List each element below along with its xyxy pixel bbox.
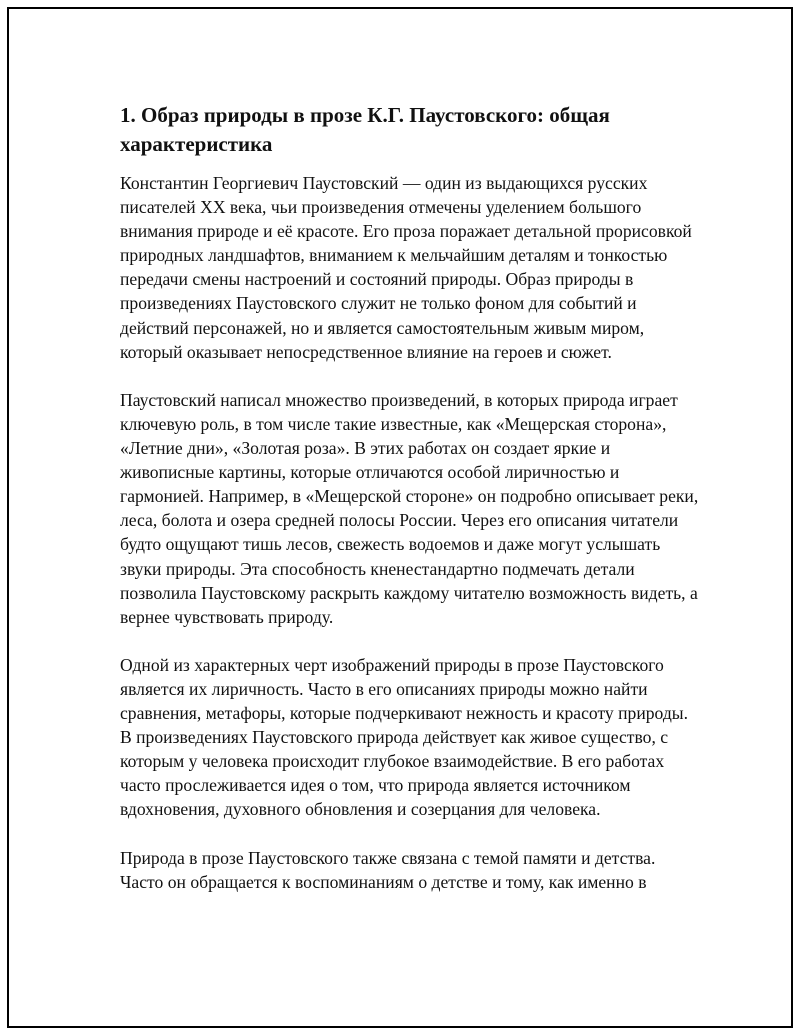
paragraph-4: Природа в прозе Паустовского также связана с темой памяти и детства. Часто он обращается к воспоминаниям о детстве и тому, как именно в (120, 847, 656, 892)
paragraph-1: Константин Георгиевич Паустовский — один из выдающихся русских писателей XX века, чьи произведения отмечены уделением большого внимания природе и её красоте. Его проза поражает детальной прорисовкой природных ландшафтов, вниманием к мельчайшим деталям и тонкостью передачи смены настроений и состояний природы. Образ природы в произведениях Паустовского служит не только фоном для событий и действий персонажей, но и является самостоятельным живым миром, который оказывает непосредственное влияние на героев и сюжет. (120, 173, 692, 362)
section-title: 1. Образ природы в прозе К.Г. Паустовского: общая характеристика (120, 103, 610, 156)
paragraph-3: Одной из характерных черт изображений природы в прозе Паустовского является их лиричность. Часто в его описаниях природы можно найти сравнения, метафоры, которые подчеркивают нежность и красоту природы. В произведениях Паустовского природа действует как живое существо, с которым у человека происходит глубокое взаимодействие. В его работах часто прослеживается идея о том, что природа является источником вдохновения, духовного обновления и созерцания для человека. (120, 654, 689, 820)
document-body (120, 101, 700, 918)
paragraph-2: Паустовский написал множество произведений, в которых природа играет ключевую роль, в том числе такие известные, как «Мещерская сторона», «Летние дни», «Золотая роза». В этих работах он создает яркие и живописные картины, которые отличаются особой лиричностью и гармонией. Например, в «Мещерской стороне» он подробно описывает реки, леса, болота и озера средней полосы России. Через его описания читатели будто ощущают тишь лесов, свежесть водоемов и даже могут услышать звуки природы. Эта способность кненестандартно подмечать детали позволила Паустовскому раскрыть каждому читателю возможность видеть, а вернее чувствовать природу. (120, 389, 699, 627)
page-frame (7, 7, 793, 1028)
